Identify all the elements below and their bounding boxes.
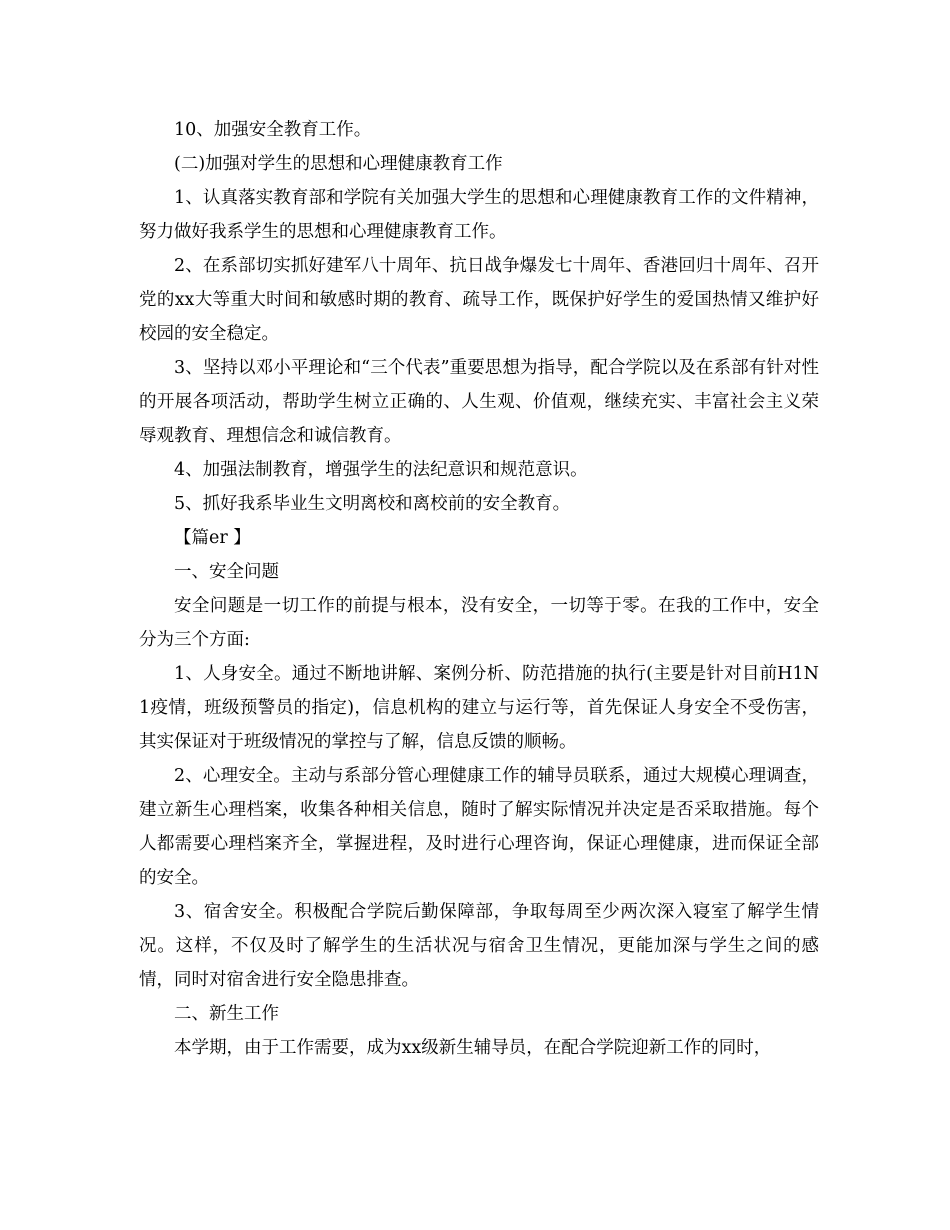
- paragraph-freshman-work: 本学期，由于工作需要，成为xx级新生辅导员，在配合学院迎新工作的同时，: [174, 1038, 772, 1058]
- paragraph-item-3: 3、坚持以邓小平理论和“三个代表”重要思想为指导，配合学院以及在系部有针对性的开展各项活动，帮助学生树立正确的、人生观、价值观，继续充实、丰富社会主义荣辱观教育、理想信念和诚信教育。: [139, 358, 819, 446]
- paragraph-personal-safety: 1、人身安全。通过不断地讲解、案例分析、防范措施的执行(主要是针对目前H1N1疫情，班级预警员的指定)，信息机构的建立与运行等，首先保证人身安全不受伤害，其实保证对于班级情况的掌控与了解，信息反馈的顺畅。: [139, 664, 819, 752]
- document-body: [139, 113, 819, 1065]
- paragraph-safety-intro: 安全问题是一切工作的前提与根本，没有安全，一切等于零。在我的工作中，安全分为三个方面:: [139, 596, 819, 650]
- chapter-marker: 【篇er 】: [174, 528, 251, 548]
- paragraph-item-5: 5、抓好我系毕业生文明离校和离校前的安全教育。: [174, 494, 571, 514]
- section-heading-mental-health: (二)加强对学生的思想和心理健康教育工作: [174, 154, 503, 174]
- paragraph-item-4: 4、加强法制教育，增强学生的法纪意识和规范意识。: [174, 460, 588, 480]
- paragraph-item-1: 1、认真落实教育部和学院有关加强大学生的思想和心理健康教育工作的文件精神，努力做好我系学生的思想和心理健康教育工作。: [139, 188, 819, 242]
- paragraph-item-2: 2、在系部切实抓好建军八十周年、抗日战争爆发七十周年、香港回归十周年、召开党的xx大等重大时间和敏感时期的教育、疏导工作，既保护好学生的爱国热情又维护好校园的安全稳定。: [139, 256, 819, 344]
- item-10-safety-education: 10、加强安全教育工作。: [174, 120, 372, 140]
- section-heading-safety: 一、安全问题: [174, 562, 279, 582]
- section-heading-freshman: 二、新生工作: [174, 1004, 279, 1024]
- paragraph-mental-safety: 2、心理安全。主动与系部分管心理健康工作的辅导员联系，通过大规模心理调查，建立新生心理档案，收集各种相关信息，随时了解实际情况并决定是否采取措施。每个人都需要心理档案齐全，掌握进程，及时进行心理咨询，保证心理健康，进而保证全部的安全。: [139, 766, 819, 888]
- paragraph-dorm-safety: 3、宿舍安全。积极配合学院后勤保障部，争取每周至少两次深入寝室了解学生情况。这样，不仅及时了解学生的生活状况与宿舍卫生情况，更能加深与学生之间的感情，同时对宿舍进行安全隐患排查。: [139, 902, 819, 990]
